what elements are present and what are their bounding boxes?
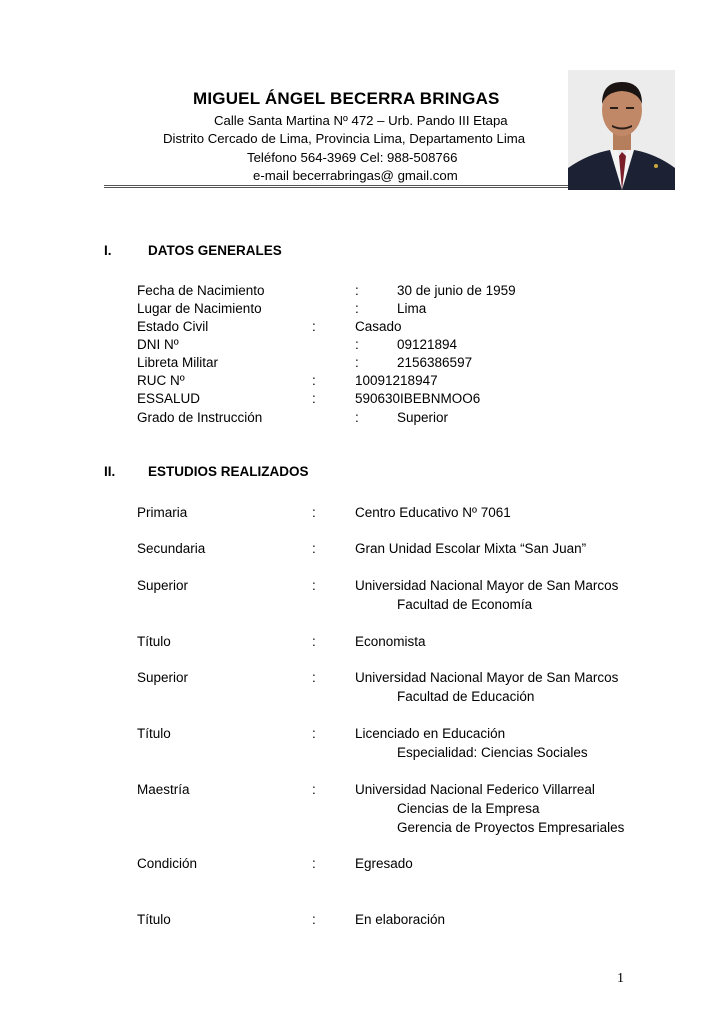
field-value: Casado bbox=[355, 319, 402, 334]
field-label: Secundaria bbox=[137, 541, 206, 556]
field-colon: : bbox=[312, 726, 316, 741]
header-rule bbox=[104, 185, 569, 186]
field-value: Gran Unidad Escolar Mixta “San Juan” bbox=[355, 541, 587, 556]
field-colon: : bbox=[355, 337, 359, 352]
field-value: Universidad Nacional Mayor de San Marcos bbox=[355, 670, 619, 685]
field-value: Licenciado en Educación bbox=[355, 726, 506, 741]
section-1-title: DATOS GENERALES bbox=[148, 243, 282, 258]
field-colon: : bbox=[312, 505, 316, 520]
field-colon: : bbox=[312, 391, 316, 406]
field-colon: : bbox=[312, 782, 316, 797]
field-value: Superior bbox=[397, 410, 449, 425]
field-colon: : bbox=[312, 670, 316, 685]
field-value: Economista bbox=[355, 634, 426, 649]
field-value: Centro Educativo Nº 7061 bbox=[355, 505, 511, 520]
field-label: Maestría bbox=[137, 782, 190, 797]
field-label: Superior bbox=[137, 670, 189, 685]
address-line-2: Distrito Cercado de Lima, Provincia Lima, Departamento Lima bbox=[163, 131, 526, 146]
field-value: 30 de junio de 1959 bbox=[397, 283, 516, 298]
field-label: DNI Nº bbox=[137, 337, 179, 352]
field-colon: : bbox=[355, 301, 359, 316]
section-2-title: ESTUDIOS REALIZADOS bbox=[148, 464, 309, 479]
page-number: 1 bbox=[617, 971, 624, 986]
field-colon: : bbox=[355, 410, 359, 425]
field-label: ESSALUD bbox=[137, 391, 201, 406]
field-value: 590630IBEBNMOO6 bbox=[355, 391, 481, 406]
field-label: Título bbox=[137, 912, 171, 927]
field-colon: : bbox=[312, 856, 316, 871]
field-colon: : bbox=[312, 634, 316, 649]
field-label: Condición bbox=[137, 856, 198, 871]
field-label: Estado Civil bbox=[137, 319, 209, 334]
field-label: Grado de Instrucción bbox=[137, 410, 263, 425]
field-label: Primaria bbox=[137, 505, 188, 520]
profile-photo bbox=[568, 70, 675, 190]
field-colon: : bbox=[312, 912, 316, 927]
email-line: e-mail becerrabringas@ gmail.com bbox=[253, 168, 458, 183]
field-value: 09121894 bbox=[397, 337, 458, 352]
field-subvalue: Ciencias de la Empresa bbox=[397, 801, 540, 816]
field-colon: : bbox=[312, 578, 316, 593]
field-subvalue: Facultad de Economía bbox=[397, 597, 533, 612]
field-colon: : bbox=[312, 319, 316, 334]
field-value: Egresado bbox=[355, 856, 413, 871]
field-value: 2156386597 bbox=[397, 355, 473, 370]
section-1-number: I. bbox=[104, 243, 112, 258]
field-value: En elaboración bbox=[355, 912, 446, 927]
candidate-name: MIGUEL ÁNGEL BECERRA BRINGAS bbox=[193, 89, 500, 108]
phone-line: Teléfono 564-3969 Cel: 988-508766 bbox=[247, 150, 458, 165]
field-label: Fecha de Nacimiento bbox=[137, 283, 265, 298]
field-value: Universidad Nacional Mayor de San Marcos bbox=[355, 578, 619, 593]
field-colon: : bbox=[312, 373, 316, 388]
field-label: RUC Nº bbox=[137, 373, 185, 388]
field-subvalue: Gerencia de Proyectos Empresariales bbox=[397, 820, 625, 835]
field-label: Lugar de Nacimiento bbox=[137, 301, 262, 316]
field-label: Superior bbox=[137, 578, 189, 593]
field-colon: : bbox=[312, 541, 316, 556]
field-value: Lima bbox=[397, 301, 427, 316]
field-value: Universidad Nacional Federico Villarreal bbox=[355, 782, 595, 797]
header-rule-secondary bbox=[104, 187, 569, 188]
field-colon: : bbox=[355, 283, 359, 298]
field-label: Título bbox=[137, 634, 171, 649]
field-label: Libreta Militar bbox=[137, 355, 219, 370]
address-line-1: Calle Santa Martina Nº 472 – Urb. Pando III Etapa bbox=[214, 113, 508, 128]
field-colon: : bbox=[355, 355, 359, 370]
field-value: 10091218947 bbox=[355, 373, 438, 388]
field-subvalue: Facultad de Educación bbox=[397, 689, 535, 704]
field-subvalue: Especialidad: Ciencias Sociales bbox=[397, 745, 588, 760]
field-label: Título bbox=[137, 726, 171, 741]
section-2-number: II. bbox=[104, 464, 116, 479]
